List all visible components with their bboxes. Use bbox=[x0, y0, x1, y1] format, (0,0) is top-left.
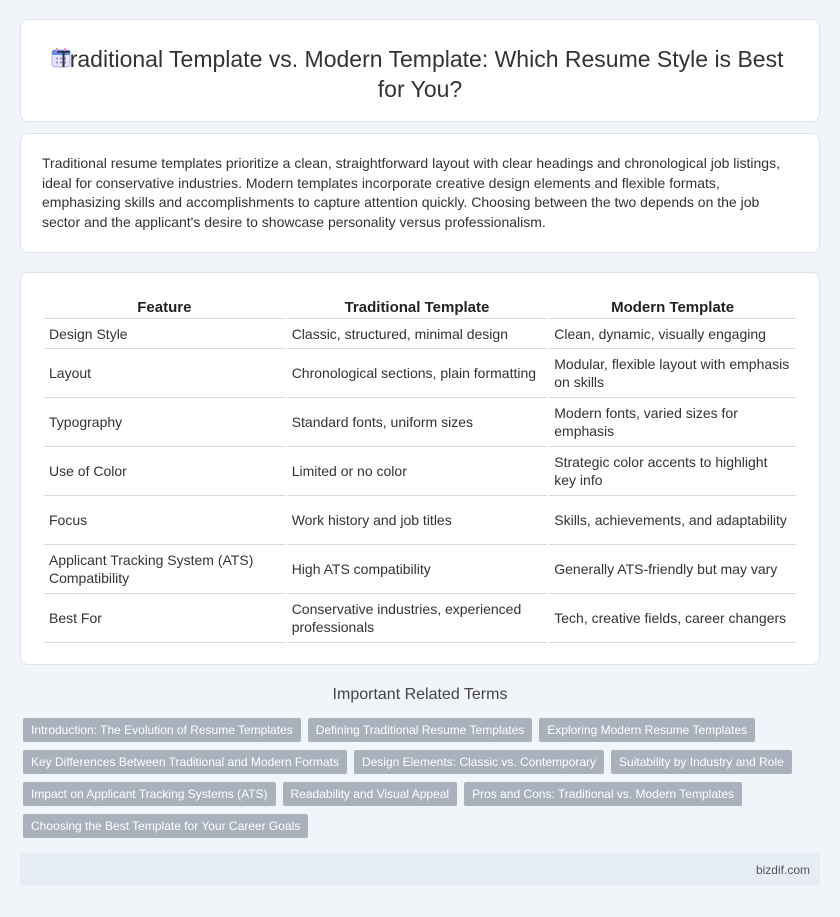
cell-traditional: High ATS compatibility bbox=[287, 545, 548, 594]
table-row bbox=[44, 594, 796, 643]
related-term-tag[interactable]: Design Elements: Classic vs. Contemporary bbox=[354, 750, 604, 774]
footer bbox=[20, 853, 820, 886]
table-row bbox=[44, 349, 796, 398]
table-row bbox=[44, 496, 796, 545]
cell-traditional: Conservative industries, experienced professionals bbox=[287, 594, 548, 643]
cell-feature: Best For bbox=[44, 594, 285, 643]
table-row bbox=[44, 398, 796, 447]
cell-modern: Modern fonts, varied sizes for emphasis bbox=[549, 398, 796, 447]
cell-feature: Use of Color bbox=[44, 447, 285, 496]
table-row bbox=[44, 319, 796, 349]
cell-feature: Design Style bbox=[44, 319, 285, 349]
cell-modern: Tech, creative fields, career changers bbox=[549, 594, 796, 643]
cell-modern: Clean, dynamic, visually engaging bbox=[549, 319, 796, 349]
cell-modern: Skills, achievements, and adaptability bbox=[549, 496, 796, 545]
cell-feature: Typography bbox=[44, 398, 285, 447]
cell-traditional: Standard fonts, uniform sizes bbox=[287, 398, 548, 447]
cell-traditional: Classic, structured, minimal design bbox=[287, 319, 548, 349]
related-term-tag[interactable]: Exploring Modern Resume Templates bbox=[539, 718, 755, 742]
cell-traditional: Limited or no color bbox=[287, 447, 548, 496]
header-traditional: Traditional Template bbox=[287, 297, 548, 319]
table-row bbox=[44, 545, 796, 594]
page-title: Traditional Template vs. Modern Template: Which Resume Style is Best for You? bbox=[56, 46, 784, 102]
cell-modern: Generally ATS-friendly but may vary bbox=[549, 545, 796, 594]
related-term-tag[interactable]: Impact on Applicant Tracking Systems (ATS) bbox=[23, 782, 276, 806]
intro-card bbox=[20, 133, 820, 253]
related-term-tag[interactable]: Pros and Cons: Traditional vs. Modern Templates bbox=[464, 782, 742, 806]
cell-traditional: Work history and job titles bbox=[287, 496, 548, 545]
header-feature: Feature bbox=[44, 297, 285, 319]
table-row bbox=[44, 447, 796, 496]
title-card bbox=[20, 19, 820, 122]
related-term-tag[interactable]: Suitability by Industry and Role bbox=[611, 750, 792, 774]
cell-feature: Layout bbox=[44, 349, 285, 398]
related-term-tag[interactable]: Key Differences Between Traditional and Modern Formats bbox=[23, 750, 347, 774]
cell-modern: Strategic color accents to highlight key info bbox=[549, 447, 796, 496]
header-modern: Modern Template bbox=[549, 297, 796, 319]
related-term-tag[interactable]: Readability and Visual Appeal bbox=[283, 782, 458, 806]
related-term-tag[interactable]: Defining Traditional Resume Templates bbox=[308, 718, 533, 742]
cell-traditional: Chronological sections, plain formatting bbox=[287, 349, 548, 398]
cell-modern: Modular, flexible layout with emphasis on skills bbox=[549, 349, 796, 398]
related-term-tag[interactable]: Introduction: The Evolution of Resume Templates bbox=[23, 718, 301, 742]
intro-paragraph: Traditional resume templates prioritize a clean, straightforward layout with clear headings and chronological job listings, ideal for conservative industries. Modern templates incorporate creative design elements and flexible formats, emphasizing skills and accomplishments to capture attention quickly. Choosing between the two depends on the job sector and the applicant's desire to showcase personality versus professionalism. bbox=[42, 155, 780, 230]
cell-feature: Applicant Tracking System (ATS) Compatibility bbox=[44, 545, 285, 594]
related-terms-list bbox=[23, 718, 813, 838]
footer-site-name[interactable]: bizdif.com bbox=[755, 863, 810, 877]
comparison-table-card bbox=[20, 272, 820, 665]
cell-feature: Focus bbox=[44, 496, 285, 545]
related-terms-title: Important Related Terms bbox=[332, 686, 508, 703]
related-term-tag[interactable]: Choosing the Best Template for Your Career Goals bbox=[23, 814, 308, 838]
table-header-row bbox=[44, 297, 796, 319]
comparison-table bbox=[42, 297, 798, 643]
